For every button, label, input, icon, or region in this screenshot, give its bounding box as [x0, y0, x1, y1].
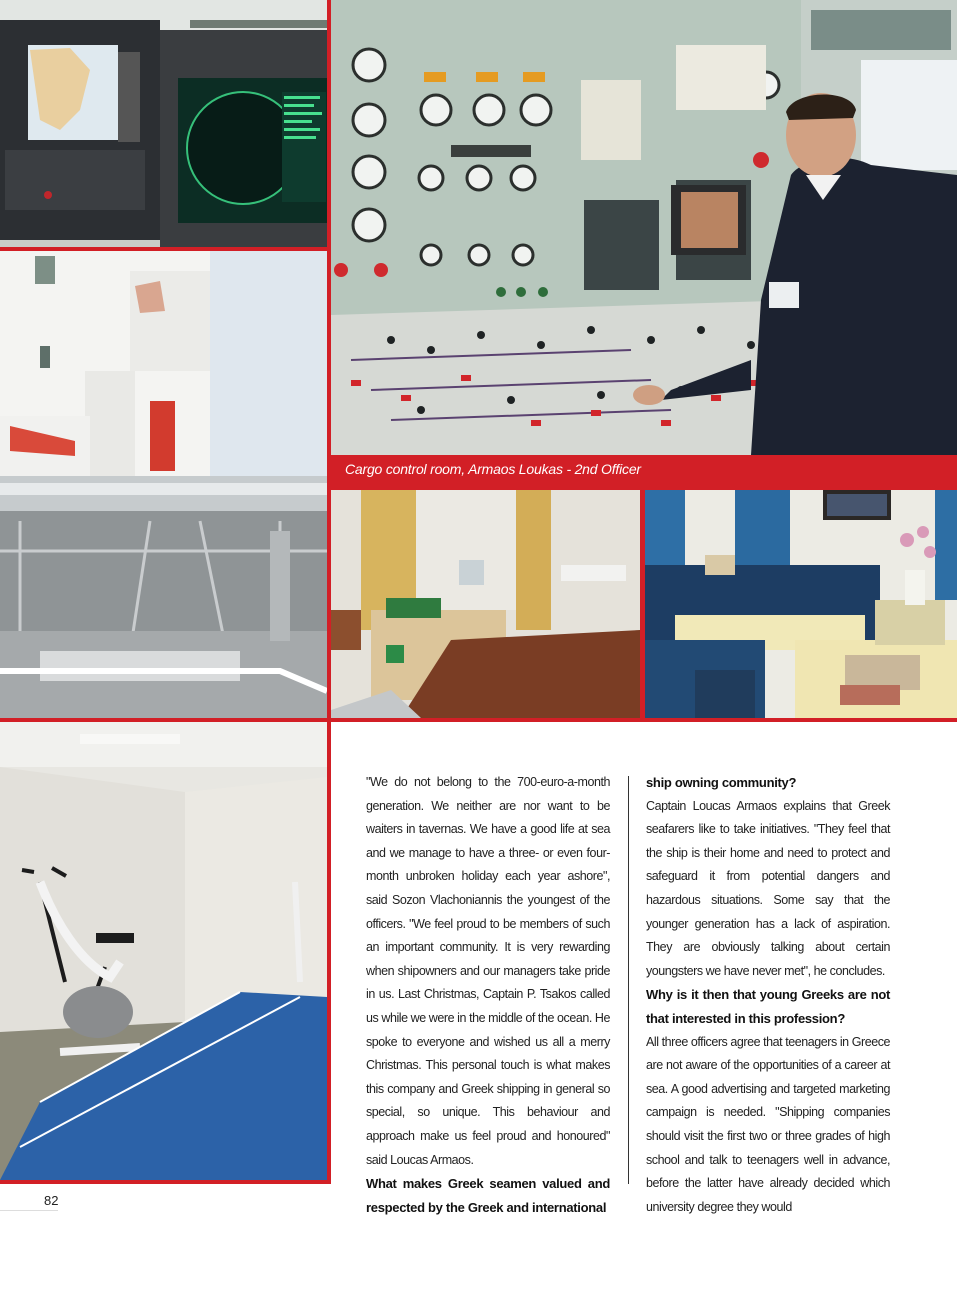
article-subheading: ship owning community?	[646, 775, 797, 790]
article-subheading: What makes Greek seamen valued and respected by the Greek and international	[366, 1176, 610, 1215]
frame-rule	[327, 722, 331, 1184]
frame-rule	[640, 486, 645, 722]
photo-cargo-control-room	[331, 0, 957, 477]
photo-deck	[0, 251, 327, 718]
column-divider	[628, 776, 629, 1184]
caption-text: Cargo control room, Armaos Loukas - 2nd Officer	[345, 461, 641, 477]
photo-bridge-screens	[0, 0, 327, 247]
article-subheading: Why is it then that young Greeks are not that interested in this profession?	[646, 987, 890, 1026]
article-column-right	[646, 771, 890, 1219]
page-number-rule	[0, 1210, 58, 1211]
article-paragraph: Captain Loucas Armaos explains that Greek seafarers like to take initiatives. "They feel that the ship is their home and need to protect and safeguard it from potential dangers and hazardous situations. Some say that the younger generation has a lack of aspiration. They are obviously talking about certain youngsters we have never met", he concludes.	[646, 798, 890, 978]
frame-rule	[327, 0, 331, 722]
photo-gym	[0, 722, 327, 1180]
article-column-left	[366, 771, 610, 1219]
frame-rule	[0, 247, 331, 251]
frame-rule	[0, 1180, 331, 1184]
page-number: 82	[44, 1193, 59, 1208]
article-paragraph: All three officers agree that teenagers in Greece are not aware of the opportunities of a career at sea. A good advertising and targeted marketing campaign is needed. "Shipping companies should visit the first two or three grades of high school and talk to teenagers well in advance, before the latter have already decided which university degree they would	[646, 1034, 890, 1214]
article-paragraph: "We do not belong to the 700-euro-a-month generation. We neither are nor want to be waiters in tavernas. We have a good life at sea and we manage to have a three- or even four-month unbroken holiday each year ashore", said Sozon Vlachoniannis the youngest of the officers. "We feel proud to be members of such an important community. It is very rewarding when shipowners and our managers take pride in us. Last Christmas, Captain P. Tsakos called us while we were in the middle of the ocean. He spoke to everyone and wished us all a merry Christmas. This personal touch is what makes this company and Greek shipping in general so special, so unique. This behaviour and approach make us feel proud and honoured" said Loucas Armaos.	[366, 775, 610, 1167]
photo-caption	[331, 455, 957, 486]
frame-rule	[0, 718, 957, 722]
photo-cabin	[331, 490, 640, 718]
photo-lounge	[645, 490, 957, 718]
